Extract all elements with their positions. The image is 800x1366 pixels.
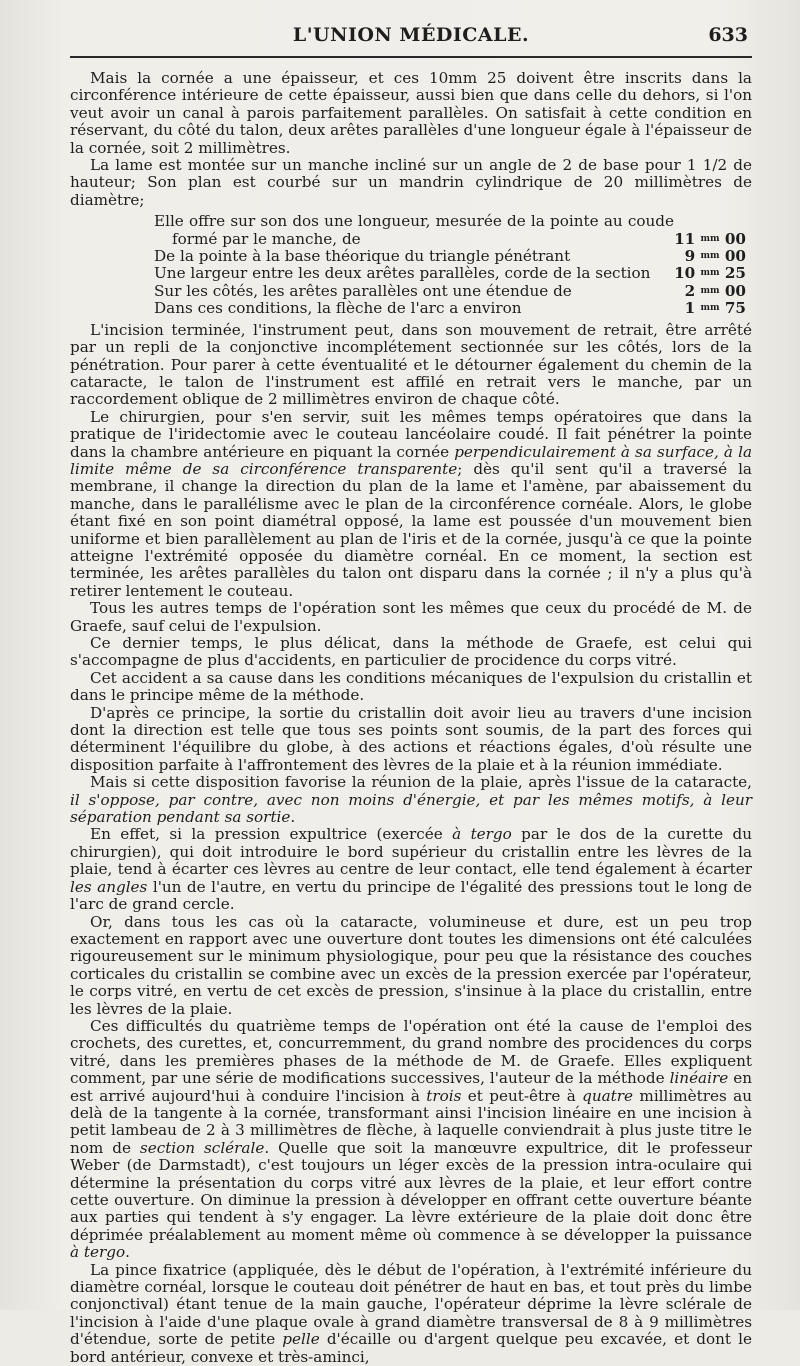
paragraph: [70, 600, 752, 635]
italic-text: perpendiculairement à sa surface, à la limite même de sa circonférence transparente: [70, 442, 752, 478]
text-run: Ce dernier temps, le plus délicat, dans la méthode de Graefe, est celui qui s'accompagne de plus d'accidents, en particulier de procidence du corps vitré.: [70, 634, 752, 670]
italic-text: linéaire: [669, 1069, 729, 1088]
text-run: Or, dans tous les cas où la cataracte, volumineuse et dure, est un peu trop exactement en rapport avec une ouverture dont toutes les dimensions ont été calculées rigoureusement sur le minimum physiologique, pour peu que la résistance des couches corticales du cristallin se combine avec un excès de la pression exercée par l'opérateur, le corps vitré, en vertu de cet excès de pression, s'insinue à la place du cristallin, entre les lèvres de la plaie.: [70, 912, 752, 1018]
text-run: ; dès qu'il sent qu'il a traversé la membrane, il change la direction du plan de la lame et l'amène, par abaissement du manche, dans le parallélisme avec le plan de la circonférence cornéale. Alors, le globe étant fixé en son point diamétral opposé, la lame est poussée d'un mouvement bien uniforme et bien parallèlement au plan de l'iris et de la cornée, jusqu'à ce que la pointe atteigne l'extrémité opposée du diamètre cornéal. En ce moment, la section est terminée, les arêtes parallèles du talon ont disparu dans la cornée ; il n'y a plus qu'à retirer lentement le couteau.: [70, 459, 752, 600]
body-text: [70, 70, 752, 1366]
measurement-label: Sur les côtés, les arêtes parallèles ont une étendue de: [154, 281, 572, 300]
running-title: L'UNION MÉDICALE.: [292, 24, 530, 46]
text-run: Cet accident a sa cause dans les conditions mécaniques de l'expulsion du cristallin et dans le principe même de la méthode.: [70, 668, 752, 705]
measurement-value: 11 $^{mm}$ 00: [674, 229, 746, 248]
measurement-row: [154, 248, 746, 265]
text-run: . Quelle que soit la manœuvre expultrice, dit le professeur Weber (de Darmstadt), c'est toujours un léger excès de la pression intra-oculaire qui détermine la présentation du corps vitré aux lèvres de la plaie, et leur effort contre cette ouverture. On diminue la pression à développer en offrant cette ouverture béante aux parties qui tendent à s'y engager. La lèvre extérieure de la plaie doit donc être déprimée préalablement au moment même où commence à se développer la puissance: [70, 1138, 752, 1244]
paragraph: [70, 670, 752, 705]
text-run: Mais si cette disposition favorise la réunion de la plaie, après l'issue de la cataracte,: [90, 773, 752, 792]
italic-text: à tergo: [452, 825, 512, 844]
text-run: Ces difficultés du quatrième temps de l'opération ont été la cause de l'emploi des crochets, des curettes, et, concurremment, du grand nombre des procidences du corps vitré, dans les premières phases de la méthode de M. de Graefe. Elles expliquent comment, par une série de modifications successives, l'auteur de la méthode: [70, 1016, 752, 1088]
measurement-row: [154, 300, 746, 317]
measurement-value: 2 $^{mm}$ 00: [684, 281, 746, 300]
paragraph: [70, 322, 752, 409]
measurement-row: [154, 213, 746, 248]
paragraph: [70, 409, 752, 600]
measurement-label: Dans ces conditions, la flèche de l'arc a environ: [154, 299, 522, 318]
measurement-row: [154, 283, 746, 300]
text-run: d'écaille ou d'argent quelque peu excavée, et dont le bord antérieur, convexe et très-aminci,: [70, 1330, 752, 1366]
italic-text: section sclérale: [139, 1138, 265, 1157]
text-run: En effet, si la pression expultrice (exercée: [90, 825, 453, 844]
paragraph: [70, 774, 752, 826]
measurement-label: Une largeur entre les deux arêtes parallèles, corde de la section: [154, 264, 651, 283]
page-number: 633: [708, 24, 748, 46]
measurement-value: 10 $^{mm}$ 25: [674, 264, 746, 283]
paragraph: [70, 705, 752, 775]
measurement-value: 1 $^{mm}$ 75: [684, 299, 746, 318]
paragraph: [70, 1018, 752, 1262]
paragraph: [70, 914, 752, 1018]
italic-text: pelle: [282, 1330, 320, 1349]
text-run: en est arrivé aujourd'hui à conduire l'incision à: [70, 1069, 752, 1105]
italic-text: les angles: [70, 877, 148, 896]
text-run: Tous les autres temps de l'opération sont les mêmes que ceux du procédé de M. de Graefe, sauf celui de l'expulsion.: [70, 599, 752, 635]
italic-text: il s'oppose, par contre, avec non moins d'énergie, et par les mêmes motifs, à leur séparation pendant sa sortie: [70, 790, 752, 827]
text-run: .: [290, 808, 296, 827]
paragraph: [70, 826, 752, 913]
measurement-label: De la pointe à la base théorique du triangle pénétrant: [154, 247, 571, 266]
text-run: D'après ce principe, la sortie du cristallin doit avoir lieu au travers d'une incision dont la direction est telle que tous ses points sont soumis, de la part des forces qui déterminent l'équilibre du globe, à des actions et réactions égales, d'où résulte une disposition parfaite à l'affrontement des lèvres de la plaie et à la réunion immédiate.: [70, 703, 752, 774]
text-run: Le chirurgien, pour s'en servir, suit les mêmes temps opératoires que dans la pratique de l'iridectomie avec le couteau lancéolaire coudé. Il fait pénétrer la pointe dans la chambre antérieure en piquant la cornée: [70, 407, 752, 461]
paragraph: [70, 635, 752, 670]
italic-text: quatre: [582, 1086, 634, 1105]
measurement-row: [154, 265, 746, 282]
text-run: par le dos de la curette du chirurgien), qui doit introduire le bord supérieur du cristallin entre les lèvres de la plaie, tend à écarter ces lèvres au centre de leur contact, elle tend également à écarter: [70, 825, 752, 879]
text-run: millimètres au delà de la tangente à la cornée, transformant ainsi l'incision linéaire en une incision à petit lambeau de 2 à 3 millimètres de flèche, à laquelle conviendrait à plus juste titre le nom de: [70, 1086, 752, 1157]
measurement-value: 9 $^{mm}$ 00: [684, 247, 746, 266]
text-run: La pince fixatrice (appliquée, dès le début de l'opération, à l'extrémité inférieure du diamètre cornéal, lorsque le couteau doit pénétrer de haut en bas, et tout près du limbe conjonctival) étant tenue de la main gauche, l'opérateur déprime la lèvre sclérale de l'incision à l'aide d'une plaque ovale à grand diamètre transversal de 8 à 9 millimètres d'étendue, sorte de petite: [70, 1260, 752, 1349]
text-run: et peut-être à: [461, 1086, 583, 1105]
paragraph: [70, 1262, 752, 1366]
paragraph: Mais la cornée a une épaisseur, et ces 10mm 25 doivent être inscrits dans la circonférence intérieure de cette épaisseur, aussi bien que dans celle du dehors, si l'on veut avoir un canal à parois parfaitement parallèles. On satisfait à cette condition en réservant, du côté du talon, deux arêtes parallèles d'une longueur égale à l'épaisseur de la cornée, soit 2 millimètres.: [70, 69, 752, 157]
article-paragraphs: [70, 322, 752, 1366]
text-run: .: [125, 1243, 130, 1262]
text-run: L'incision terminée, l'instrument peut, dans son mouvement de retrait, être arrêté par un repli de la conjonctive incomplétement sectionnée sur les côtés, lors de la pénétration. Pour parer à cette éventualité et le détourner également du chemin de la cataracte, le talon de l'instrument est affilé en retrait vers le manche, par un raccordement oblique de 2 millimètres environ de chaque côté.: [70, 320, 752, 409]
page-header: [70, 20, 752, 58]
italic-text: à tergo: [70, 1243, 126, 1262]
measurements-list: [154, 213, 746, 317]
italic-text: trois: [426, 1086, 462, 1105]
paragraph: La lame est montée sur un manche incliné sur un angle de 2 de base pour 1 1/2 de hauteur; Son plan est courbé sur un mandrin cylindrique de 20 millimètres de diamètre;: [70, 156, 752, 209]
measurement-label: Elle offre sur son dos une longueur, mesurée de la pointe au coude formé par le manche, de: [154, 212, 674, 248]
text-run: l'un de l'autre, en vertu du principe de l'égalité des pressions tout le long de l'arc de grand cercle.: [70, 877, 752, 914]
